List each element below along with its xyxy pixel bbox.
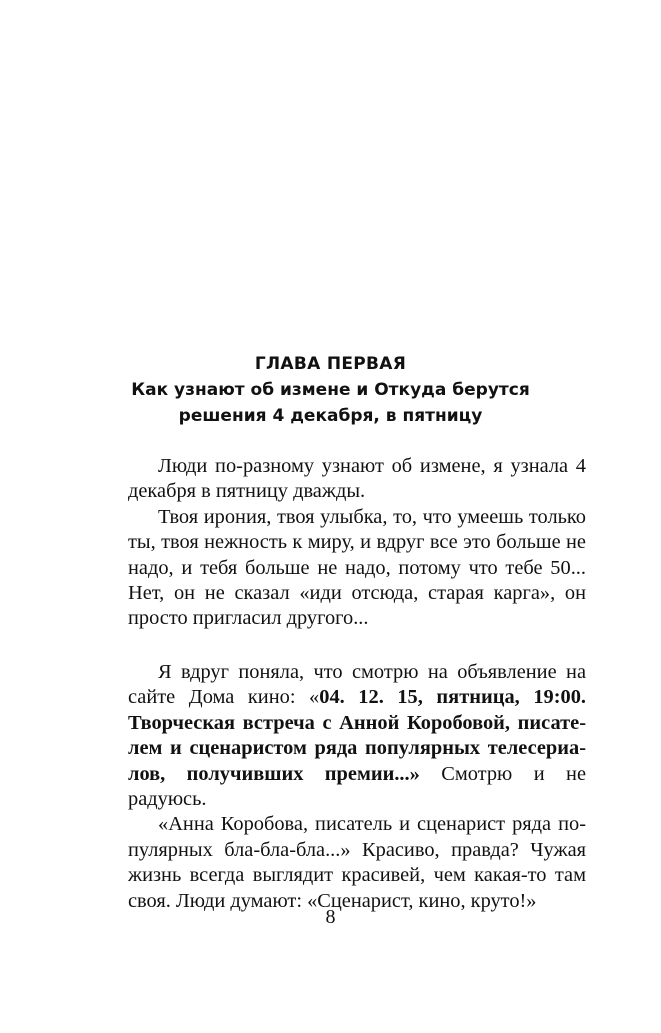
paragraph-1: Люди по-разному узнают об измене, я узнала 4 декабря в пятницу дважды. [128, 455, 586, 503]
text-block-1 [128, 454, 586, 632]
paragraph-3 [128, 660, 586, 812]
event-announcement: 04. 12. 15, пятница, 19:00. Творческая встреча с Анной Коробовой, писателем и сценаристом ряда популярных телесериалов, получивших премии...» [128, 686, 586, 785]
chapter-heading: ГЛАВА ПЕРВАЯ [254, 354, 407, 374]
page-number: 8 [325, 906, 336, 928]
chapter-subtitle-line-1: Как узнают об измене и Откуда берутся [131, 380, 530, 400]
paragraph-4: «Анна Коробова, писатель и сценарист ряда популярных бла-бла-бла...» Красиво, правда? Чужая жизнь всегда выглядит красивей, чем какая-то там своя. Люди думают: «Сценарист, кино, круто!» [128, 813, 586, 912]
paragraph-3-intro: Я вдруг поняла, что смотрю на объявление на сайте Дома кино: « [128, 661, 586, 709]
chapter-subtitle-line-2: решения 4 декабря, в пятницу [178, 406, 483, 426]
paragraph-3-ending: Смотрю и не радуюсь. [128, 762, 586, 811]
chapter-subtitle [120, 377, 541, 429]
paragraph-2: Твоя ирония, твоя улыбка, то, что умеешь только ты, твоя нежность к миру, и вдруг все это больше не надо, и тебя больше не надо, потому что тебе 50... Нет, он не сказал «иди отсюда, старая карга», он просто пригласил другого... [128, 505, 586, 630]
text-block-2 [128, 660, 586, 914]
